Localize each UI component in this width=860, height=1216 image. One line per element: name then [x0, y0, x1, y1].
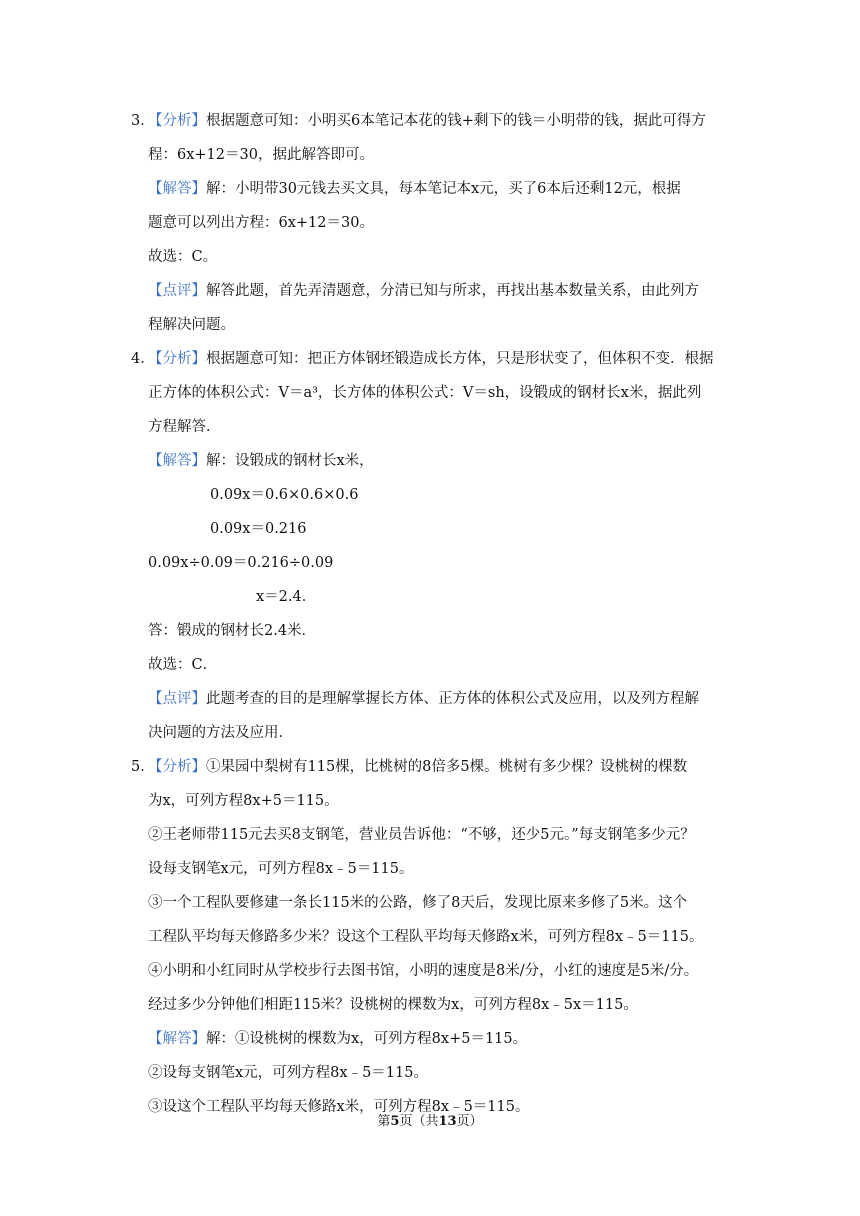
text-line: 答：锻成的钢材长2.4米． [148, 623, 317, 639]
section-label-analysis: 【分析】 [148, 759, 206, 775]
section-label-analysis: 【分析】 [148, 351, 206, 367]
text-line: 程：6x+12＝30，据此解答即可。 [148, 147, 374, 163]
page-footer: 第5页（共13页） [377, 1114, 483, 1129]
text-line: 故选：C． [148, 657, 218, 673]
text-line: 经过多少分钟他们相距115米？设桃树的棵数为x，可列方程8x﹣5x＝115。 [148, 997, 638, 1013]
text-line: 设每支钢笔x元，可列方程8x﹣5＝115。 [148, 861, 414, 877]
text-line: 工程队平均每天修路多少米？设这个工程队平均每天修路x米，可列方程8x﹣5＝115。 [148, 929, 704, 945]
text-line: 【点评】此题考查的目的是理解掌握长方体、正方体的体积公式及应用，以及列方程解 [148, 691, 699, 707]
section-label-answer: 【解答】 [148, 181, 206, 197]
text-line: ②设每支钢笔x元，可列方程8x﹣5＝115。 [148, 1065, 428, 1081]
section-label-comment: 【点评】 [148, 283, 206, 299]
total-page-count: 13 [438, 1114, 457, 1129]
text-line: 【解答】解：小明带30元钱去买文具，每本笔记本x元，买了6本后还剩12元，根据 [148, 181, 681, 197]
text-line: 故选：C。 [148, 249, 218, 265]
text-line: 题意可以列出方程：6x+12＝30。 [148, 215, 374, 231]
section-label-analysis: 【分析】 [148, 113, 206, 129]
equation-line: 0.09x÷0.09＝0.216÷0.09 [148, 555, 334, 571]
text-line: 【解答】解：设锻成的钢材长x米， [148, 453, 374, 469]
text-line: 程解决问题。 [148, 317, 235, 333]
section-label-comment: 【点评】 [148, 691, 206, 707]
text-line: 为x，可列方程8x+5＝115。 [148, 793, 339, 809]
equation-line: 0.09x＝0.6×0.6×0.6 [210, 487, 359, 503]
text-line: 决问题的方法及应用． [148, 725, 293, 741]
text-line: 【解答】解：①设桃树的棵数为x，可列方程8x+5＝115。 [148, 1031, 528, 1047]
text-line: ③设这个工程队平均每天修路x米，可列方程8x﹣5＝115。 [148, 1099, 530, 1115]
text-line: 【分析】①果园中梨树有115棵，比桃树的8倍多5棵。桃树有多少棵？设桃树的棵数 [148, 759, 688, 775]
problem-number: 3． [131, 113, 155, 129]
text-line: 【分析】根据题意可知：把正方体钢坯锻造成长方体，只是形状变了，但体积不变．根据 [148, 351, 714, 367]
problem-number: 4． [131, 351, 155, 367]
text-line: ④小明和小红同时从学校步行去图书馆，小明的速度是8米/分，小红的速度是5米/分。 [148, 963, 699, 979]
text-line: 正方体的体积公式：V＝a³，长方体的体积公式：V＝sh，设锻成的钢材长x米，据此列 [148, 385, 702, 401]
text-line: ②王老师带115元去买8支钢笔，营业员告诉他：“不够，还少5元。”每支钢笔多少元？ [148, 827, 695, 843]
text-line: 方程解答． [148, 419, 221, 435]
section-label-answer: 【解答】 [148, 453, 206, 469]
equation-line: x＝2.4． [256, 589, 317, 605]
current-page-number: 5 [390, 1114, 400, 1129]
text-line: 【点评】解答此题，首先弄清题意，分清已知与所求，再找出基本数量关系，由此列方 [148, 283, 699, 299]
text-line: 【分析】根据题意可知：小明买6本笔记本花的钱+剩下的钱＝小明带的钱，据此可得方 [148, 113, 706, 129]
text-line: ③一个工程队要修建一条长115米的公路，修了8天后，发现比原来多修了5米。这个 [148, 895, 688, 911]
equation-line: 0.09x＝0.216 [210, 521, 307, 537]
section-label-answer: 【解答】 [148, 1031, 206, 1047]
problem-number: 5． [131, 759, 155, 775]
